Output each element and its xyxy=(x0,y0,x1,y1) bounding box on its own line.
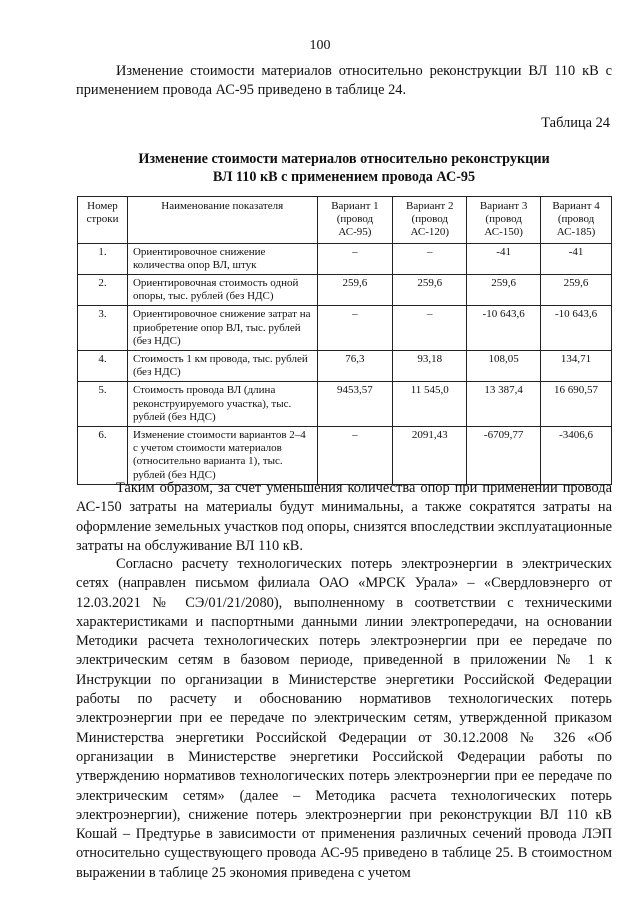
row-indicator: Стоимость 1 км провода, тыс. рублей (без НДС) xyxy=(127,351,317,382)
page-number: 100 xyxy=(309,38,331,53)
cell-variant-2: 2091,43 xyxy=(393,427,467,485)
table-row xyxy=(78,351,612,382)
cell-variant-3: -10 643,6 xyxy=(467,306,541,351)
row-number: 3. xyxy=(78,306,128,351)
row-indicator: Ориентировочное снижение количества опор ВЛ, штук xyxy=(127,243,317,274)
table-row xyxy=(78,306,612,351)
cell-variant-1: 76,3 xyxy=(317,351,393,382)
row-indicator: Ориентировочное снижение затрат на приобретение опор ВЛ, тыс. рублей (без НДС) xyxy=(127,306,317,351)
cell-variant-2: 259,6 xyxy=(393,275,467,306)
losses-paragraph: Согласно расчету технологических потерь электроэнергии в электрических сетях (направлен письмом филиала ОАО «МРСК Урала» – «Свердловэнерго от 12.03.2021 № СЭ/01/21/2080), выполненному в соответствии с техническими характеристиками и паспортными данными линии электропередачи, на основании Методики расчета технологических потерь электроэнергии при ее передаче по электрическим сетям в базовом периоде, приведенной в приложении № 1 к Инструкции по организации в Министерстве энергетики Российской Федерации работы по расчету и обоснованию нормативов технологических потерь электроэнергии при ее передаче по электрическим сетям, утвержденной приказом Министерства энергетики Российской Федерации от 30.12.2008 № 326 «Об организации в Министерстве энергетики Российской Федерации работы по утверждению нормативов технологических потерь электроэнергии при ее передаче по электрическим сетям» (далее – Методика расчета технологических потерь электроэнергии), снижение потерь электроэнергии при реконструкции ВЛ 110 кВ Кошай – Предтурье в зависимости от применения различных сечений провода ЛЭП относительно существующего провода АС-95 приведено в таблице 25. В стоимостном выражении в таблице 25 экономия приведена с учетом xyxy=(76,556,612,881)
row-number: 5. xyxy=(78,382,128,427)
cell-variant-4: -10 643,6 xyxy=(541,306,612,351)
table-title xyxy=(76,150,612,186)
row-number: 4. xyxy=(78,351,128,382)
cell-variant-4: 259,6 xyxy=(541,275,612,306)
cell-variant-1: 259,6 xyxy=(317,275,393,306)
table-title-line-2: ВЛ 110 кВ с применением провода АС-95 xyxy=(212,169,476,185)
row-number: 2. xyxy=(78,275,128,306)
table-row xyxy=(78,382,612,427)
table-row xyxy=(78,243,612,274)
row-number: 1. xyxy=(78,243,128,274)
table-row xyxy=(78,427,612,485)
cost-comparison-table xyxy=(77,196,612,485)
header-variant-4: Вариант 4 (провод АС-185) xyxy=(541,197,612,244)
cell-variant-3: 13 387,4 xyxy=(467,382,541,427)
header-variant-2: Вариант 2 (провод АС-120) xyxy=(393,197,467,244)
cell-variant-4: -41 xyxy=(541,243,612,274)
table-row xyxy=(78,275,612,306)
table-title-line-1: Изменение стоимости материалов относительно реконструкции xyxy=(138,151,550,167)
row-number: 6. xyxy=(78,427,128,485)
cell-variant-2: – xyxy=(393,243,467,274)
cell-variant-4: -3406,6 xyxy=(541,427,612,485)
row-indicator: Изменение стоимости вариантов 2–4 с учетом стоимости материалов (относительно варианта 1), тыс. рублей (без НДС) xyxy=(127,427,317,485)
header-row-number: Номер строки xyxy=(78,197,128,244)
cell-variant-1: – xyxy=(317,306,393,351)
cell-variant-3: -6709,77 xyxy=(467,427,541,485)
cell-variant-1: – xyxy=(317,243,393,274)
conclusion-paragraph: Таким образом, за счет уменьшения количества опор при применении провода АС-150 затраты на материалы будут минимальны, а также сократятся затраты на оформление земельных участков под опоры, снизятся впоследствии эксплуатационные затраты на обслуживание ВЛ 110 кВ. xyxy=(76,480,612,554)
cell-variant-1: – xyxy=(317,427,393,485)
header-variant-3: Вариант 3 (провод АС-150) xyxy=(467,197,541,244)
table-header-row xyxy=(78,197,612,244)
cell-variant-4: 134,71 xyxy=(541,351,612,382)
cell-variant-4: 16 690,57 xyxy=(541,382,612,427)
cell-variant-1: 9453,57 xyxy=(317,382,393,427)
header-variant-1: Вариант 1 (провод АС-95) xyxy=(317,197,393,244)
cell-variant-2: 11 545,0 xyxy=(393,382,467,427)
row-indicator: Стоимость провода ВЛ (длина реконструируемого участка), тыс. рублей (без НДС) xyxy=(127,382,317,427)
cell-variant-3: 259,6 xyxy=(467,275,541,306)
cell-variant-2: – xyxy=(393,306,467,351)
header-indicator-name: Наименование показателя xyxy=(127,197,317,244)
cell-variant-2: 93,18 xyxy=(393,351,467,382)
cell-variant-3: -41 xyxy=(467,243,541,274)
cell-variant-3: 108,05 xyxy=(467,351,541,382)
table-label: Таблица 24 xyxy=(541,115,610,131)
row-indicator: Ориентировочная стоимость одной опоры, тыс. рублей (без НДС) xyxy=(127,275,317,306)
intro-paragraph: Изменение стоимости материалов относительно реконструкции ВЛ 110 кВ с применением провода АС-95 приведено в таблице 24. xyxy=(76,63,612,99)
